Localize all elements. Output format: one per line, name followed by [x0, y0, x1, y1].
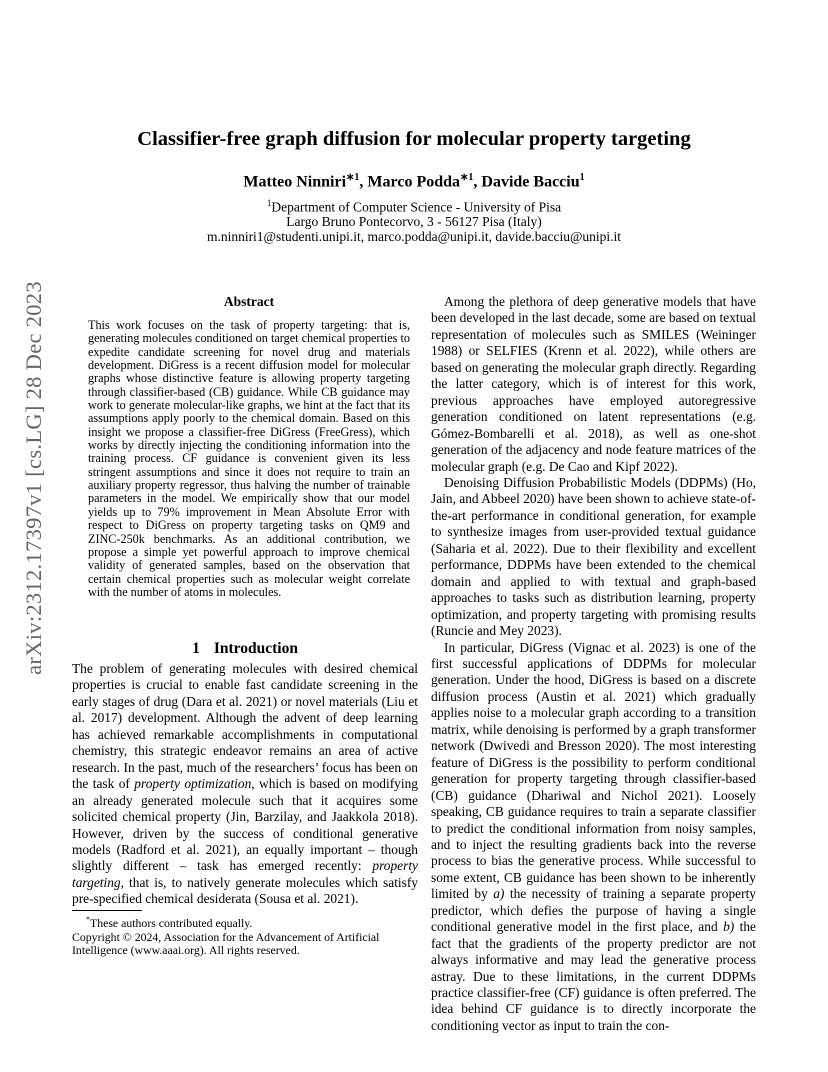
section-number: 1	[192, 640, 200, 657]
author-mark: ∗1	[460, 172, 474, 183]
copyright-notice: Copyright © 2024, Association for the Advancement of Artificial Intelligence (www.aaai.org). All rights reserved.	[72, 929, 380, 958]
affiliation-emails: m.ninniri1@studenti.unipi.it, marco.podda@unipi.it, davide.bacciu@unipi.it	[206, 229, 622, 244]
footnote-mark: *	[86, 915, 90, 924]
author-mark: 1	[579, 172, 585, 183]
emphasis-property-optimization: property optimization	[134, 776, 252, 792]
intro-paragraph-2: Among the plethora of deep generative models that have been developed in the last decade, some are based on textual representation of molecules such as SMILES (Weininger 1988) or SELFIES (Krenn et al. 2022), while others are based on generating the molecular graph directly. Regarding the latter category, which is of interest for this work, previous approaches have employed autoregressive generation conditioned on latent representations (e.g. Gómez-Bombarelli et al. 2018), as well as one-shot generation of the adjacency and node feature matrices of the molecular graph (e.g. De Cao and Kipf 2022).	[431, 294, 756, 474]
author-separator: ,	[359, 173, 368, 191]
intro-paragraph-4: In particular, DiGress (Vignac et al. 2023) is one of the first successful applications of DDPMs for molecular generation. Under the hood, DiGress is based on a discrete diffusion process (Austin et al. 2021) which gradually applies noise to a molecular graph according to a transition matrix, while denoising is performed by a graph transformer network (Dwivedi and Bresson 2020). The most interesting feature of DiGress is the possibility to perform conditional generation for property targeting through classifier-based (CB) guidance (Dhariwal and Nichol 2021). Loosely speaking, CB guidance requires to train a separate classifier to predict the conditional information from noisy samples, and to inject the resulting gradients back into the reverse process to bias the generative process. While successful to some extent, CB guidance has been shown to be inherently limited by a) the necessity of training a separate property predictor, which defies the purpose of having a single conditional generative model in the first place, and b) the fact that the gradients of the property predictor are not always informative and may lead the generative process astray. Due to these limitations, in the current DDPMs practice classifier-free (CF) guidance is often preferred. The idea behind CF guidance is to directly incorporate the conditioning vector as input to train the con-	[431, 639, 756, 1033]
intro-paragraph-3: Denoising Diffusion Probabilistic Models (DDPMs) (Ho, Jain, and Abbeel 2020) have been shown to achieve state-of-the-art performance in conditional generation, for example to synthesize images from user-provided textual guidance (Saharia et al. 2022). Due to their flexibility and excellent performance, DDPMs have been extended to the chemical domain and applied to with textual and graph-based approaches to tasks such as distribution learning, property optimization, and property targeting with promising results (Runcie and Mey 2023).	[431, 474, 756, 639]
abstract-body: This work focuses on the task of property targeting: that is, generating molecules conditioned on target chemical properties to expedite candidate screening for novel drug and materials development. DiGress is a recent diffusion model for molecular graphs whose distinctive feature is allowing property targeting through classifier-based (CB) guidance. While CB guidance may work to generate molecular-like graphs, we hint at the fact that its assumptions apply poorly to the chemical domain. Based on this insight we propose a classifier-free DiGress (FreeGress), which works by directly injecting the conditioning information into the training process. CF guidance is convenient given its less stringent assumptions and since it does not require to train an auxiliary property regressor, thus halving the number of trainable parameters in the model. We empirically show that our model yields up to 79% improvement in Mean Absolute Error with respect to DiGress on property targeting tasks on QM9 and ZINC-250k benchmarks. As an additional contribution, we propose a simple yet powerful approach to improve chemical validity of generated samples, based on the observation that certain chemical properties such as molecular weight correlate with the number of atoms in molecules.	[88, 318, 410, 599]
intro-paragraph-1: The problem of generating molecules with desired chemical properties is crucial to enable fast candidate screening in the early stages of drug (Dara et al. 2021) or novel materials (Liu et al. 2017) development. Although the advent of deep learning has achieved remarkable accomplishments in computational chemistry, this strategic endeavor remains an area of active research. In the past, much of the researchers’ focus has been on the task of property optimization, which is based on modifying an already generated molecule such that it acquires some solicited chemical property (Jin, Barzilay, and Jaakkola 2018). However, driven by the success of conditional generative models (Radford et al. 2021), an equally important – though slightly different – task has emerged recently: property targeting, that is, to natively generate molecules which satisfy pre-specified chemical desiderata (Sousa et al. 2021).	[72, 661, 418, 907]
author-name: Davide Bacciu	[481, 173, 580, 191]
author-mark: ∗1	[346, 172, 360, 183]
arxiv-identifier: arXiv:2312.17397v1 [cs.LG] 28 Dec 2023	[21, 281, 46, 675]
affiliation-line-2: Largo Bruno Pontecorvo, 3 - 56127 Pisa (Italy)	[286, 214, 542, 229]
section-title: Introduction	[213, 640, 298, 657]
affiliation-line-1	[0, 198, 828, 216]
right-column-text	[431, 294, 756, 1034]
left-column-text	[72, 661, 418, 908]
affiliation-mark: 1	[266, 198, 272, 208]
footnote	[72, 913, 418, 958]
author-name: Marco Podda	[367, 173, 461, 191]
footnote-contribution: *These authors contributed equally.	[86, 915, 253, 930]
paper-title: Classifier-free graph diffusion for molecular property targeting	[137, 128, 691, 150]
section-heading-introduction	[72, 640, 418, 658]
emphasis-a: a)	[493, 886, 505, 902]
emphasis-b: b)	[723, 919, 735, 935]
author-list	[0, 172, 828, 191]
author-separator: ,	[473, 173, 482, 191]
abstract-heading: Abstract	[223, 294, 275, 309]
arxiv-sidebar	[14, 268, 54, 688]
emphasis-property-targeting: property targeting	[72, 858, 418, 890]
author-name: Matteo Ninniri	[243, 173, 347, 191]
affiliation-department: Department of Computer Science - University of Pisa	[271, 199, 562, 215]
footnote-rule	[72, 910, 142, 911]
